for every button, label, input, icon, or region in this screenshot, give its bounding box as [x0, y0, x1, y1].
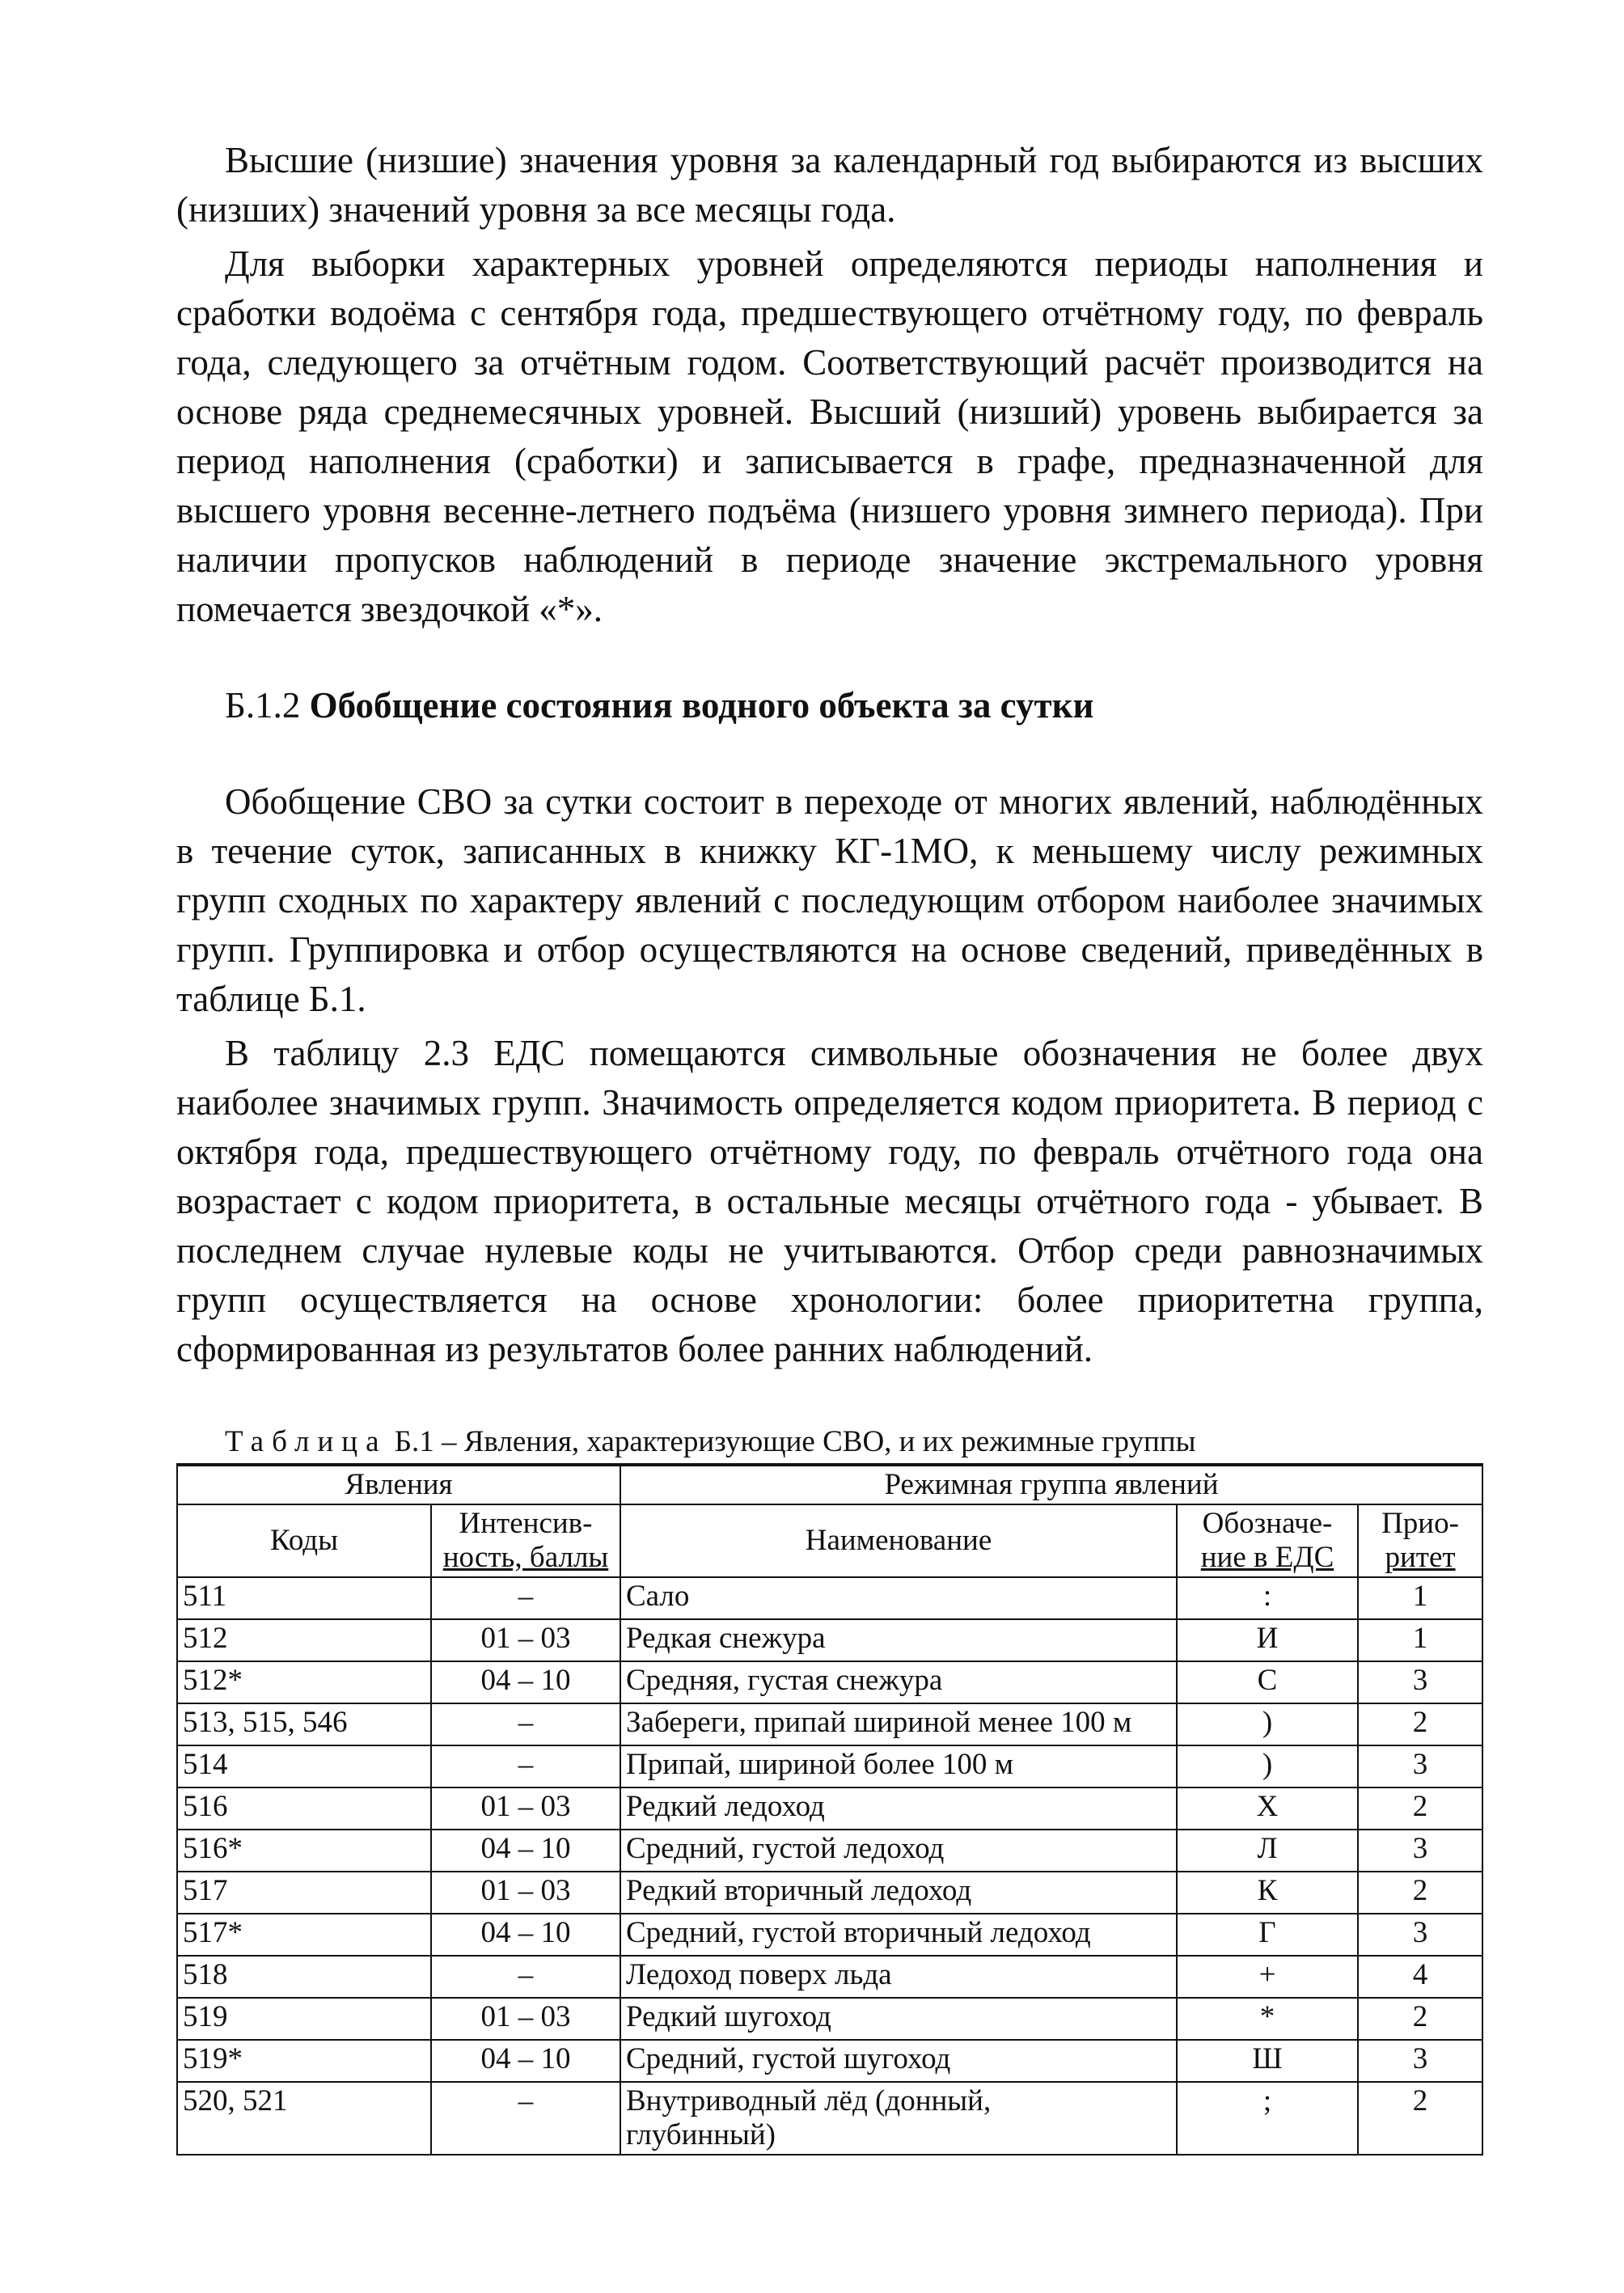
cell-intensity: – — [431, 1577, 620, 1619]
cell-name: Редкий шугоход — [620, 1998, 1177, 2040]
cell-code: 513, 515, 546 — [177, 1703, 431, 1745]
cell-intensity: 01 – 03 — [431, 1787, 620, 1830]
cell-priority: 2 — [1358, 1872, 1482, 1914]
table-row — [177, 1619, 1482, 1661]
table-row — [177, 1956, 1482, 1998]
table-row — [177, 1745, 1482, 1787]
cell-intensity: – — [431, 1956, 620, 1998]
cell-code: 519* — [177, 2040, 431, 2082]
cell-name: Средний, густой вторичный ледоход — [620, 1914, 1177, 1956]
header-priority-line1: Прио- — [1381, 1507, 1459, 1540]
cell-name: Средний, густой шугоход — [620, 2040, 1177, 2082]
cell-code: 520, 521 — [177, 2082, 431, 2155]
header-priority-line2: ритет — [1385, 1541, 1456, 1574]
cell-intensity: 04 – 10 — [431, 1661, 620, 1703]
page-content — [176, 136, 1483, 2156]
cell-symbol: ; — [1177, 2082, 1358, 2155]
cell-name: Средняя, густая снежура — [620, 1661, 1177, 1703]
cell-name: Забереги, припай шириной менее 100 м — [620, 1703, 1177, 1745]
table-row — [177, 2040, 1482, 2082]
cell-name: Редкая снежура — [620, 1619, 1177, 1661]
cell-symbol: С — [1177, 1661, 1358, 1703]
table-row — [177, 1998, 1482, 2040]
cell-intensity: 04 – 10 — [431, 1914, 620, 1956]
phenomena-table — [176, 1463, 1483, 2156]
header-codes: Коды — [177, 1504, 431, 1577]
header-symbol-line1: Обозначе- — [1202, 1507, 1333, 1540]
header-regime-group: Режимная группа явлений — [620, 1465, 1482, 1504]
table-row — [177, 1577, 1482, 1619]
section-heading — [225, 681, 1483, 730]
cell-name: Редкий ледоход — [620, 1787, 1177, 1830]
header-symbol-line2: ние в ЕДС — [1200, 1541, 1334, 1574]
paragraph-characteristic-levels: Для выборки характерных уровней определяются периоды наполнения и сработки водоёма с сентября года, предшествующего отчётному году, по февраль года, следующего за отчётным годом. Соответствующий расчёт производится на основе ряда среднемесячных уровней. Высший (низший) уровень выбирается за период наполнения (сработки) и записывается в графе, предназначенной для высшего уровня весенне-летнего подъёма (низшего уровня зимнего периода). При наличии пропусков наблюдений в периоде значение экстремального уровня помечается звездочкой «*». — [176, 243, 1483, 629]
cell-code: 517 — [177, 1872, 431, 1914]
cell-code: 516 — [177, 1787, 431, 1830]
cell-priority: 2 — [1358, 2082, 1482, 2155]
cell-code: 512 — [177, 1619, 431, 1661]
section-title: Обобщение состояния водного объекта за сутки — [309, 685, 1094, 726]
cell-intensity: 01 – 03 — [431, 1619, 620, 1661]
cell-symbol: Ш — [1177, 2040, 1358, 2082]
cell-symbol: + — [1177, 1956, 1358, 1998]
table-row — [177, 1703, 1482, 1745]
cell-symbol: К — [1177, 1872, 1358, 1914]
cell-code: 511 — [177, 1577, 431, 1619]
header-intensity-line1: Интенсив- — [459, 1507, 593, 1540]
cell-code: 516* — [177, 1830, 431, 1872]
cell-priority: 4 — [1358, 1956, 1482, 1998]
cell-priority: 3 — [1358, 2040, 1482, 2082]
paragraph-priority-selection: В таблицу 2.3 ЕДС помещаются символьные обозначения не более двух наиболее значимых групп. Значимость определяется кодом приоритета. В период с октября года, предшествующего отчётному году, по февраль отчётного года она возрастает с кодом приоритета, в остальные месяцы отчётного года - убывает. В последнем случае нулевые коды не учитываются. Отбор среди равнозначимых групп осуществляется на основе хронологии: более приоритетна группа, сформированная из результатов более ранних наблюдений. — [176, 1033, 1483, 1369]
cell-priority: 2 — [1358, 1703, 1482, 1745]
cell-name: Ледоход поверх льда — [620, 1956, 1177, 1998]
table-caption-text: Б.1 – Явления, характеризующие СВО, и их режимные группы — [394, 1425, 1196, 1458]
cell-symbol: И — [1177, 1619, 1358, 1661]
cell-name: Припай, шириной более 100 м — [620, 1745, 1177, 1787]
cell-symbol: Г — [1177, 1914, 1358, 1956]
table-row — [177, 1787, 1482, 1830]
header-priority — [1358, 1504, 1482, 1577]
cell-intensity: 04 – 10 — [431, 2040, 620, 2082]
cell-symbol: ) — [1177, 1703, 1358, 1745]
cell-intensity: 01 – 03 — [431, 1872, 620, 1914]
paragraph-annual-extremes: Высшие (низшие) значения уровня за календарный год выбираются из высших (низших) значений уровня за все месяцы года. — [176, 140, 1483, 230]
cell-priority: 1 — [1358, 1577, 1482, 1619]
cell-priority: 3 — [1358, 1830, 1482, 1872]
table-caption — [176, 1424, 1483, 1460]
cell-intensity: – — [431, 2082, 620, 2155]
cell-code: 519 — [177, 1998, 431, 2040]
cell-intensity: – — [431, 1703, 620, 1745]
table-row — [177, 1830, 1482, 1872]
cell-code: 512* — [177, 1661, 431, 1703]
table-row — [177, 2082, 1482, 2155]
cell-priority: 1 — [1358, 1619, 1482, 1661]
table-row — [177, 1914, 1482, 1956]
section-number: Б.1.2 — [225, 685, 301, 726]
cell-name-line1: Внутриводный лёд (донный, — [626, 2084, 992, 2117]
table-row — [177, 1661, 1482, 1703]
header-intensity-line2: ность, баллы — [442, 1541, 609, 1574]
cell-intensity: 04 – 10 — [431, 1830, 620, 1872]
cell-symbol: Х — [1177, 1787, 1358, 1830]
header-phenomena: Явления — [177, 1465, 620, 1504]
cell-name: Сало — [620, 1577, 1177, 1619]
cell-name — [620, 2082, 1177, 2155]
cell-priority: 2 — [1358, 1998, 1482, 2040]
cell-name: Редкий вторичный ледоход — [620, 1872, 1177, 1914]
header-name: Наименование — [620, 1504, 1177, 1577]
cell-name: Средний, густой ледоход — [620, 1830, 1177, 1872]
cell-priority: 2 — [1358, 1787, 1482, 1830]
table-caption-label: Таблица — [225, 1425, 387, 1458]
paragraph-daily-generalization: Обобщение СВО за сутки состоит в переходе от многих явлений, наблюдённых в течение суток, записанных в книжку КГ-1МО, к меньшему числу режимных групп сходных по характеру явлений с последующим отбором наиболее значимых групп. Группировка и отбор осуществляются на основе сведений, приведённых в таблице Б.1. — [176, 781, 1483, 1019]
cell-code: 517* — [177, 1914, 431, 1956]
cell-symbol: * — [1177, 1998, 1358, 2040]
table-row — [177, 1872, 1482, 1914]
cell-priority: 3 — [1358, 1745, 1482, 1787]
cell-code: 514 — [177, 1745, 431, 1787]
cell-intensity: – — [431, 1745, 620, 1787]
cell-code: 518 — [177, 1956, 431, 1998]
cell-symbol: Л — [1177, 1830, 1358, 1872]
cell-name-line2: глубинный) — [626, 2118, 776, 2151]
cell-priority: 3 — [1358, 1914, 1482, 1956]
header-symbol — [1177, 1504, 1358, 1577]
cell-intensity: 01 – 03 — [431, 1998, 620, 2040]
header-intensity — [431, 1504, 620, 1577]
cell-symbol: : — [1177, 1577, 1358, 1619]
cell-priority: 3 — [1358, 1661, 1482, 1703]
cell-symbol: ) — [1177, 1745, 1358, 1787]
